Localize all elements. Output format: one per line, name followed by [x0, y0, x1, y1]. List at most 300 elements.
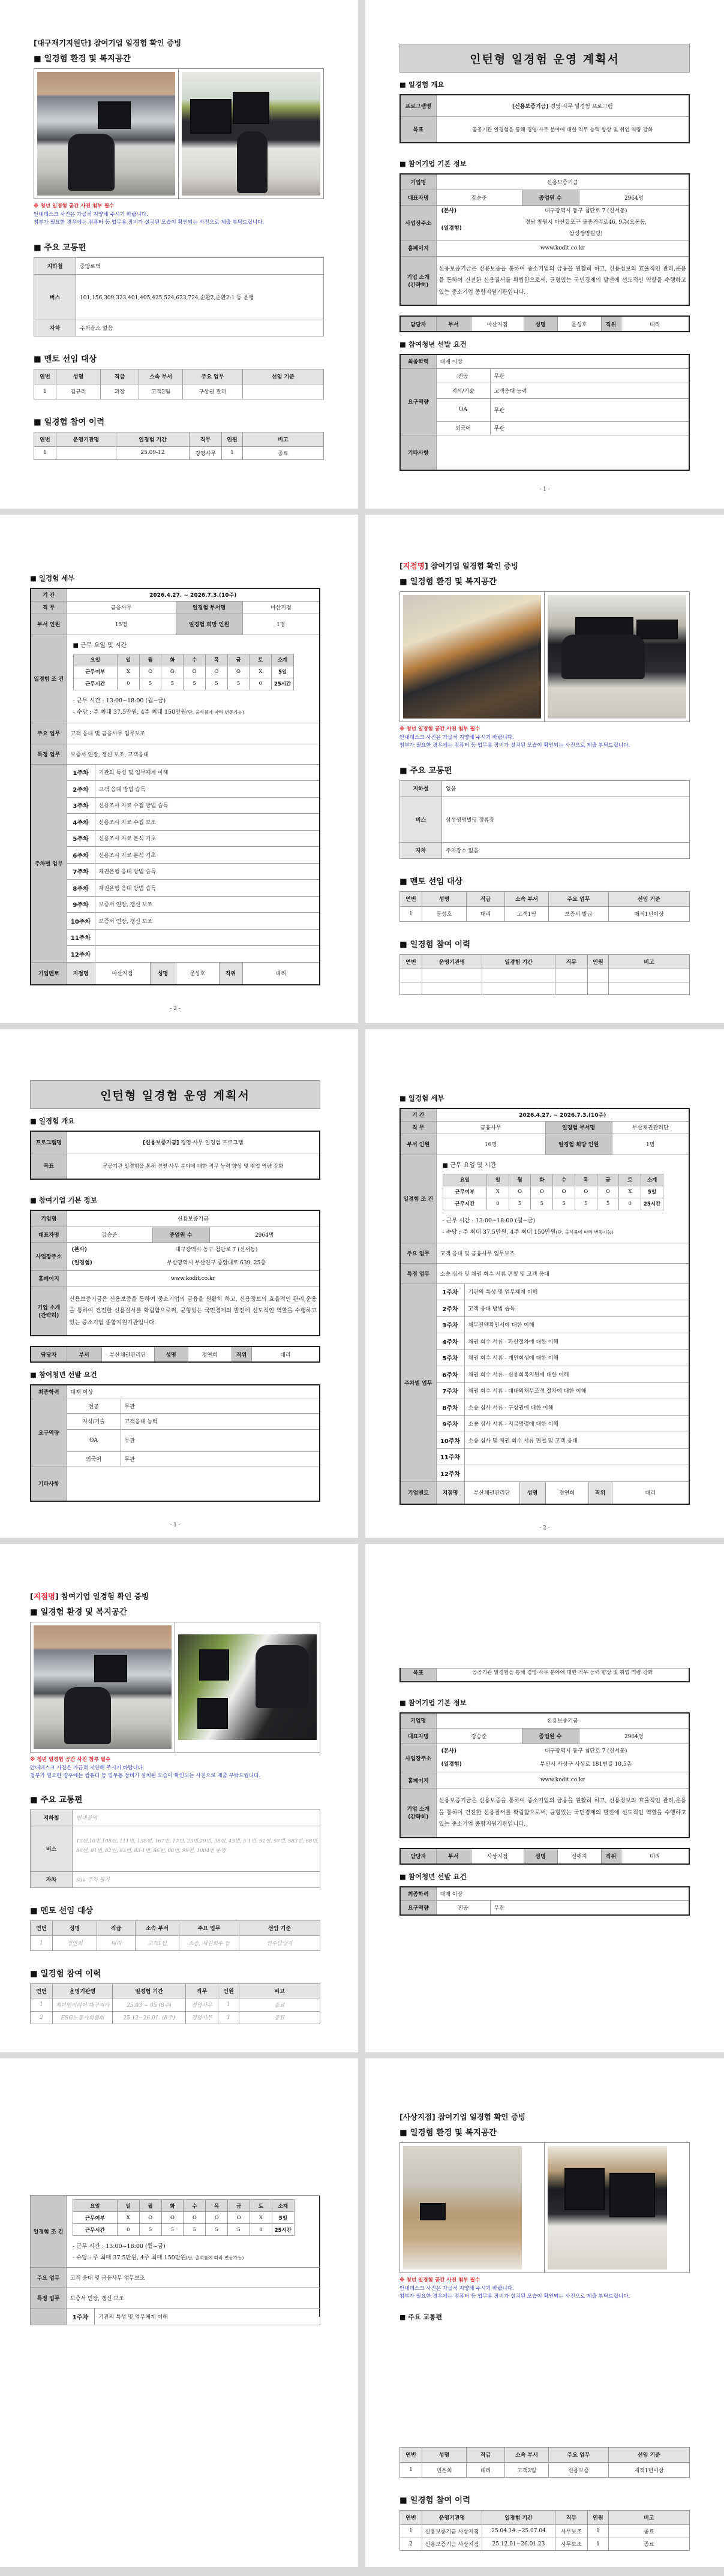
- table-cell: [555, 969, 588, 982]
- homepage-link[interactable]: www.kodit.co.kr: [436, 240, 689, 256]
- table-cell: 10번,10번,108번, 111번, 138번, 167번, 17번, 23번,29번, 38번, 43번, 5-1번, 52번, 57번, 583번, 68번, 80번, 81번, 82번, 83번, 83-1번, 86번, 88번, 99번, 1004번 운행: [73, 1826, 320, 1871]
- table-header-cell: 운영기관명: [422, 2510, 482, 2524]
- table-cell: 5: [139, 678, 161, 690]
- table-row: [400, 398, 689, 421]
- table-cell: 8주차: [436, 1399, 464, 1416]
- photo-frame: [30, 1622, 320, 1753]
- mentor-table: [34, 369, 324, 399]
- week-row: [400, 1382, 689, 1399]
- table-cell: 25시간: [272, 678, 294, 690]
- table-cell: 대재 이상: [436, 354, 689, 368]
- photo-frame: [34, 68, 324, 199]
- table-header-cell: 연번: [31, 1920, 53, 1935]
- table-cell: (본사) 대구광역시 동구 첨단로 7 (신서동) (일경험) 경남 창원시 마산합포구 불종거리로46, 9층(오동동, 삼성생명빌딩): [436, 205, 689, 240]
- table-row: [400, 354, 689, 368]
- office-desk-photo: [34, 1625, 172, 1749]
- table-row: [31, 962, 320, 985]
- table-cell: 2964명: [579, 190, 689, 205]
- table-header-cell: 선임 기준: [609, 891, 690, 906]
- table-header-cell: 소속 부서: [505, 891, 549, 906]
- page-plan-busan-1: [0, 1029, 362, 1544]
- table-row: [400, 316, 689, 332]
- table-cell: 6주차: [436, 1366, 464, 1383]
- table-cell: 일경험 조 건: [400, 1155, 436, 1243]
- table-row: [400, 1713, 689, 1729]
- table-header-cell: 일경험 기간: [113, 1983, 186, 1998]
- reception-desk-photo: [403, 2146, 522, 2270]
- table-cell: 신용보증기금: [436, 1713, 689, 1729]
- table-cell: 기업 소개 (간략히): [31, 1287, 67, 1336]
- table-cell: (본사) 대구광역시 동구 첨단로 7 (신서동) (일경험) 부산시 사상구 사상로 181번길 10,5층: [436, 1744, 689, 1772]
- table-cell: [464, 1465, 689, 1482]
- table-cell: 경영사무: [186, 1998, 218, 2011]
- table-row: [31, 601, 320, 614]
- table-cell: 25.09-12: [116, 446, 190, 459]
- table-row: [73, 2200, 295, 2212]
- table-cell: 기업멘토: [31, 962, 67, 985]
- table-cell: 고객1팀: [136, 1935, 179, 1950]
- page-plan-busan-2: [362, 1029, 724, 1544]
- table-header-cell: 성명: [422, 891, 467, 906]
- table-cell: 부산채권관리단: [101, 1346, 154, 1362]
- table-cell: 16명: [436, 1134, 545, 1155]
- table-cell: 10주차: [67, 913, 95, 930]
- table-header-cell: 주요 업무: [183, 369, 243, 384]
- table-cell: 직 무: [31, 601, 67, 614]
- table-cell: 소송, 채권회수 등: [179, 1935, 239, 1950]
- table-cell: 5: [184, 2224, 206, 2236]
- table-cell: 기업명: [400, 1713, 436, 1729]
- table-cell: 기업 소개 (간략히): [400, 1789, 436, 1838]
- table-header-cell: 인원: [588, 954, 609, 969]
- table-cell: 지점명: [67, 962, 95, 985]
- table-cell: 10주차: [436, 1432, 464, 1449]
- table-cell: X: [250, 666, 272, 678]
- table-row: [31, 2288, 320, 2309]
- table-cell: 신용조사 자료 수집 방법 습득: [95, 797, 320, 814]
- table-cell: [67, 1466, 320, 1501]
- table-cell: [588, 969, 609, 982]
- table-row: [34, 369, 324, 384]
- table-row: [34, 384, 324, 399]
- section-transport: ■ 주요 교통편: [34, 242, 86, 253]
- table-cell: 부서: [436, 316, 471, 332]
- table-cell: 전공: [436, 1901, 490, 1915]
- office-desk-photo: [178, 1634, 317, 1740]
- section-history: ■ 일경험 참여 이력: [399, 2495, 471, 2505]
- table-row: [31, 1153, 320, 1179]
- section-transport: ■ 주요 교통편: [399, 2313, 443, 2321]
- table-row: [400, 190, 689, 205]
- week-row: [31, 797, 320, 814]
- table-cell: 2: [31, 2011, 53, 2024]
- table-cell: 기타사항: [400, 435, 436, 470]
- table-header-cell: 운영기관명: [56, 432, 116, 446]
- photo-notice: ※ 청년 일경험 공간 사진 첨부 필수 안내데스크 사진은 가급적 지양해 주시기 바랍니다. 첨부가 필요한 경우에는 컴퓨터 등 업무용 장비가 설치된 모습이 확인되는 사진으로 제출 부탁드립니다.: [34, 203, 265, 226]
- table-cell: 채권은행 응대 방법 습득: [95, 880, 320, 897]
- table-row: [400, 954, 690, 969]
- table-cell: 5: [206, 2224, 228, 2236]
- table-cell: 1: [31, 1935, 53, 1950]
- office-chair-photo: [548, 595, 686, 719]
- table-header-cell: 비고: [239, 1983, 320, 1998]
- table-row: [31, 614, 320, 635]
- table-cell: 김규리: [56, 384, 101, 399]
- table-cell: 고객2팀: [505, 2463, 549, 2477]
- table-cell: 0: [250, 678, 272, 690]
- table-cell: 4주차: [436, 1333, 464, 1350]
- table-cell: 5주차: [67, 830, 95, 847]
- table-cell: 11주차: [436, 1448, 464, 1465]
- page-plan-sasang-2: [0, 2058, 362, 2573]
- table-cell: 사무보조: [555, 2538, 588, 2550]
- table-cell: 신용조사 자료 수집 보조: [95, 814, 320, 831]
- evidence-title: [지점명] 참여기업 일경험 확인 증빙: [399, 561, 518, 570]
- table-cell: 일경험 희망 인원: [176, 614, 242, 635]
- table-cell: 11주차: [67, 929, 95, 946]
- table-header-cell: 연번: [400, 2447, 422, 2462]
- table-row: [31, 1935, 320, 1950]
- table-cell: 담당자: [400, 1848, 436, 1864]
- table-cell: 토: [250, 2200, 272, 2212]
- table-cell: 재직1년이상: [609, 906, 690, 921]
- table-cell: 목표: [400, 1669, 436, 1682]
- table-cell: 5: [575, 1198, 597, 1210]
- history-table: [399, 954, 690, 995]
- mentor-table: [30, 1920, 320, 1951]
- table-cell: 부서: [436, 1848, 471, 1864]
- table-row: [400, 796, 690, 842]
- detail-table: [30, 588, 320, 985]
- table-cell: 신용보증기금 사상지점: [422, 2524, 482, 2538]
- table-cell: 고객2팀: [139, 384, 183, 399]
- section-company: ■ 참여기업 기본 정보: [399, 1698, 467, 1707]
- page-masan-evidence: [362, 515, 724, 1029]
- table-cell: 2: [400, 2538, 422, 2550]
- table-header-cell: 소속 부서: [139, 369, 183, 384]
- overview-table: [399, 94, 690, 143]
- table-row: [73, 2212, 295, 2224]
- plan-title: 인턴형 일경험 운영 계획서: [30, 1080, 320, 1109]
- table-cell: [31, 2309, 67, 2325]
- table-cell: 고객 응대 및 금융사무 업무보조: [67, 723, 320, 744]
- table-cell: X: [619, 1186, 641, 1198]
- table-row: [400, 2538, 690, 2550]
- table-row: [443, 1174, 663, 1186]
- table-cell: 일: [117, 654, 139, 666]
- office-desk-photo: [37, 72, 175, 196]
- table-cell: 프로그램명: [31, 1131, 67, 1153]
- office-desk-photo: [182, 72, 320, 196]
- table-cell: 없음: [442, 780, 690, 796]
- table-cell: 주요 업무: [400, 1243, 436, 1263]
- week-row: [400, 1399, 689, 1416]
- section-history: ■ 일경험 참여 이력: [30, 1968, 101, 1979]
- table-cell: 사업장주소: [400, 1744, 436, 1772]
- table-cell: 금: [597, 1174, 619, 1186]
- table-cell: 7주차: [436, 1382, 464, 1399]
- requirements-table: [399, 354, 690, 471]
- table-cell: [95, 946, 320, 963]
- table-row: [34, 432, 324, 446]
- table-cell: [588, 982, 609, 994]
- table-cell: 목: [205, 654, 227, 666]
- table-cell: ■ 근무 요일 및 시간 요일 일 월 화 수 목 금 토 소계 근무여부 X O O O O O X 5일 근무시간 0 5 5 5 5 5 0 25시간 - 근무 시간 : 13:00~18:00 (월~금) - 수당 : 주 최대 37.5만원, 4주 최대 150만원(단, 출석률에 따라 변동가능): [67, 635, 320, 723]
- table-cell: 5일: [641, 1186, 663, 1198]
- section-history: ■ 일경험 참여 이력: [34, 417, 105, 427]
- table-cell: 버스: [34, 274, 76, 320]
- overview-table: [30, 1131, 320, 1180]
- homepage-link[interactable]: www.kodit.co.kr: [436, 1772, 689, 1789]
- table-row: [31, 1809, 320, 1826]
- table-cell: 1주차: [436, 1284, 464, 1300]
- table-cell: 무관: [490, 368, 689, 383]
- table-row: [31, 1413, 320, 1429]
- table-header-cell: 운영기관명: [53, 1983, 113, 1998]
- table-cell: 12주차: [67, 946, 95, 963]
- table-cell: 종업원 수: [522, 1729, 579, 1744]
- table-header-cell: 직무: [190, 432, 222, 446]
- table-row: [31, 1998, 320, 2011]
- table-cell: 일경험 희망 인원: [545, 1134, 612, 1155]
- table-cell: 2964명: [209, 1227, 320, 1242]
- table-row: [31, 2196, 320, 2268]
- homepage-link[interactable]: www.kodit.co.kr: [67, 1270, 320, 1287]
- table-cell: 1주차: [67, 764, 95, 781]
- section-transport: ■ 주요 교통편: [399, 765, 452, 775]
- lounge-photo: [403, 595, 541, 719]
- table-cell: 종업원 수: [522, 190, 579, 205]
- table-cell: 사업장주소: [31, 1242, 67, 1270]
- table-row: [31, 1210, 320, 1227]
- table-cell: 구상권 관리: [183, 384, 243, 399]
- overview-table-partial: [399, 1668, 690, 1682]
- table-cell: 토: [619, 1174, 641, 1186]
- table-cell: O: [553, 1186, 575, 1198]
- table-cell: 25시간: [641, 1198, 663, 1210]
- table-header-cell: 인원: [222, 432, 243, 446]
- table-cell: 무관: [121, 1399, 320, 1413]
- table-cell: 홈페이지: [400, 240, 436, 256]
- table-cell: 채무잔액확인서에 대한 이해: [464, 1316, 689, 1333]
- table-header-cell: 직급: [467, 2447, 505, 2462]
- table-cell: 신용보증기금 사상지점: [422, 2538, 482, 2550]
- table-cell: 부서 인원: [400, 1134, 436, 1155]
- mentor-table: [399, 2447, 690, 2463]
- table-cell: 신용조사 자료 분석 기초: [95, 830, 320, 847]
- table-row: [443, 1198, 663, 1210]
- table-cell: 7주차: [67, 863, 95, 880]
- section-env: ■ 일경험 환경 및 복지공간: [34, 54, 131, 64]
- table-cell: [609, 969, 690, 982]
- week-row: [31, 946, 320, 963]
- table-header-cell: 직급: [97, 1920, 136, 1935]
- table-row: [400, 842, 690, 858]
- table-cell: 전공: [67, 1399, 121, 1413]
- table-cell: 화: [531, 1174, 553, 1186]
- table-row: [400, 1108, 689, 1121]
- week-row: [31, 830, 320, 847]
- table-cell: 주차별 업무: [31, 764, 67, 962]
- table-cell: 5: [161, 2224, 184, 2236]
- schedule-table: [443, 1174, 663, 1210]
- table-cell: 담당자: [31, 1346, 67, 1362]
- table-cell: 5일: [272, 666, 294, 678]
- table-row: [400, 1887, 689, 1901]
- table-cell: 보증서 발급: [549, 906, 609, 921]
- week-row: [400, 1316, 689, 1333]
- table-cell: 수: [184, 2200, 206, 2212]
- table-cell: 홈페이지: [400, 1772, 436, 1789]
- table-cell: 근무여부: [443, 1186, 486, 1198]
- table-cell: 전공: [436, 368, 490, 383]
- table-header-cell: 소속 부서: [505, 2447, 549, 2462]
- table-cell: 최종학력: [400, 354, 436, 368]
- table-row: [400, 1789, 689, 1838]
- table-cell: 지점명: [436, 1481, 464, 1504]
- table-header-cell: 일경험 기간: [482, 954, 555, 969]
- table-row: [400, 256, 689, 305]
- table-cell: 신용보증기금: [67, 1210, 320, 1227]
- table-cell: 문성호: [557, 316, 601, 332]
- week-row: [400, 1415, 689, 1432]
- table-cell: [신용보증기금] 경영·사무 일경험 프로그램: [436, 95, 689, 116]
- table-cell: 대재 이상: [67, 1385, 320, 1399]
- table-cell: 4주차: [67, 814, 95, 831]
- table-row: [400, 1669, 689, 1682]
- table-cell: 요일 일 월 화 수 목 금 토 소계 근무여부 X O O O O O X 5일 근무시간 0 5 5 5 5 5 0 25시간 - 근무 시간 : 13:00~18:00 (월~금) - 수당 : 주 최대 37.5만원, 4주 최대 150만원(단, 출석률에 따라 변동가능): [67, 2196, 320, 2268]
- table-cell: 화: [161, 654, 184, 666]
- table-cell: 2주차: [67, 781, 95, 798]
- table-cell: 강승준: [436, 1729, 522, 1744]
- page-number: - 2 -: [539, 1525, 550, 1531]
- table-cell: 부산채권관리단: [612, 1121, 689, 1134]
- table-cell: 공공기관 일경험을 통해 경영·사무 분야에 대한 직무 능력 향상 및 취업 역량 강화: [436, 116, 689, 143]
- table-header-cell: 소속 부서: [136, 1920, 179, 1935]
- table-cell: 성명: [524, 316, 557, 332]
- table-cell: 보증서 연장, 갱신 보조: [67, 2288, 320, 2309]
- table-row: [400, 174, 689, 190]
- table-header-cell: 연번: [400, 954, 422, 969]
- table-cell: 대리: [251, 1346, 320, 1362]
- page-busan-evidence: [0, 1544, 362, 2058]
- table-cell: 소계: [641, 1174, 663, 1186]
- table-cell: 신용보증기금은 신용보증을 통하여 중소기업의 금융을 원활히 하고, 신용정보의 효율적인 관리,운용을 통하여 건전한 신용질서를 확립함으로써, 균형있는 국민경제의 발전에 선도적인 역할을 수행하고 있는 중소기업 종합지원기관입니다.: [436, 1789, 689, 1838]
- table-cell: 일: [486, 1174, 509, 1186]
- table-cell: 성명: [150, 962, 176, 985]
- table-cell: 자차: [31, 1871, 73, 1887]
- section-overview: ■ 일경험 개요: [30, 1117, 75, 1125]
- table-cell: [56, 446, 116, 459]
- table-row: [400, 1729, 689, 1744]
- table-cell: 고객1팀: [505, 906, 549, 921]
- table-cell: 대리: [467, 906, 505, 921]
- table-cell: 월: [139, 654, 161, 666]
- table-cell: 고객응대 능력: [490, 383, 689, 398]
- week-row: [400, 1432, 689, 1449]
- table-header-cell: 직급: [467, 891, 505, 906]
- week-row: [31, 929, 320, 946]
- table-cell: 신용조사 자료 분석 기초: [95, 847, 320, 864]
- table-cell: OA: [436, 398, 490, 421]
- table-cell: 1명: [612, 1134, 689, 1155]
- table-cell: X: [117, 666, 139, 678]
- table-cell: 종업원 수: [152, 1227, 209, 1242]
- table-header-cell: 주요 업무: [549, 2447, 609, 2462]
- section-requirements: ■ 참여청년 선발 요건: [30, 1370, 97, 1379]
- table-cell: 대리: [621, 1848, 689, 1864]
- table-cell: 기업멘토: [400, 1481, 436, 1504]
- table-cell: 지하철: [34, 257, 76, 274]
- table-cell: 중앙로역: [76, 257, 324, 274]
- table-cell: 보증서 연장, 갱신 보조: [95, 913, 320, 930]
- section-overview: ■ 일경험 개요: [399, 80, 444, 89]
- table-row: [31, 1826, 320, 1871]
- table-cell: 목표: [31, 1153, 67, 1179]
- table-cell: O: [575, 1186, 597, 1198]
- table-row: [31, 1451, 320, 1466]
- table-row: [400, 435, 689, 470]
- table-cell: 신애지: [557, 1848, 601, 1864]
- table-cell: ESG노동사회협회: [53, 2011, 113, 2024]
- table-cell: 요구역량: [400, 1901, 436, 1915]
- week-row: [31, 880, 320, 897]
- evidence-title: [사상지점] 참여기업 일경험 확인 증빙: [399, 2112, 525, 2121]
- table-cell: O: [161, 2212, 184, 2224]
- table-cell: 강승준: [436, 190, 522, 205]
- table-cell: 종료: [239, 2011, 320, 2024]
- section-detail: ■ 일경험 세부: [399, 1094, 444, 1102]
- table-cell: 1: [218, 2011, 239, 2024]
- table-cell: 2964명: [579, 1729, 689, 1744]
- table-cell: 종료: [239, 1998, 320, 2011]
- table-cell: 기 간: [31, 588, 67, 601]
- table-header-cell: 비고: [609, 954, 690, 969]
- table-cell: 요일: [73, 654, 117, 666]
- table-header-cell: 주요 업무: [179, 1920, 239, 1935]
- table-cell: suv 주차 불가: [73, 1871, 320, 1887]
- table-cell: 정연희: [188, 1346, 232, 1362]
- table-cell: 과장: [101, 384, 139, 399]
- week-row: [400, 1448, 689, 1465]
- table-cell: [400, 982, 422, 994]
- table-row: [34, 274, 324, 320]
- table-cell: O: [139, 2212, 161, 2224]
- table-row: [400, 2463, 690, 2477]
- table-cell: 고객응대 능력: [121, 1413, 320, 1429]
- section-company: ■ 참여기업 기본 정보: [30, 1196, 97, 1204]
- table-row: [34, 257, 324, 274]
- table-header-cell: 비고: [609, 2510, 690, 2524]
- table-header-cell: 선임 기준: [609, 2447, 690, 2462]
- table-cell: 25.12~26.01. (8주): [113, 2011, 186, 2024]
- manager-table: [399, 315, 690, 332]
- office-monitor-photo: [548, 2146, 667, 2270]
- week-row: [400, 1333, 689, 1350]
- table-cell: 대표자명: [31, 1227, 67, 1242]
- table-cell: 일경험 부서명: [545, 1121, 612, 1134]
- table-cell: 1: [31, 1998, 53, 2011]
- table-cell: OA: [67, 1429, 121, 1451]
- table-cell: 직위: [219, 962, 242, 985]
- table-cell: 직위: [601, 1848, 621, 1864]
- table-row: [400, 891, 690, 906]
- table-cell: 공공기관 일경험을 통해 경영·사무 분야에 대한 직무 능력 향상 및 취업 역량 강화: [436, 1669, 689, 1682]
- table-cell: 5: [553, 1198, 575, 1210]
- page-sasang-evidence: [362, 2058, 724, 2573]
- requirements-table: [399, 1886, 690, 1916]
- table-cell: O: [139, 666, 161, 678]
